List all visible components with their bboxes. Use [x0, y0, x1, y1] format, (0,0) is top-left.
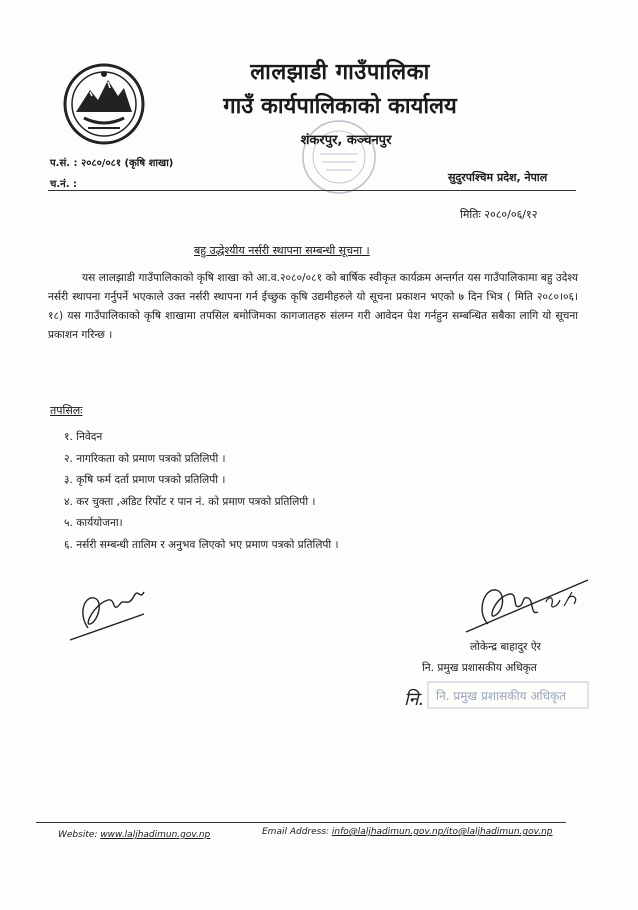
website-label: Website: [58, 830, 101, 840]
office-location: शंकरपुर, कञ्चनपुर [300, 133, 392, 148]
signatory-name: लोकेन्द्र बाहादुर ऐर [470, 641, 542, 653]
right-signature [462, 576, 592, 636]
svg-text:नि.: नि. [404, 689, 425, 710]
nepal-emblem-icon [62, 62, 146, 146]
header-divider [48, 190, 576, 191]
footer-divider [36, 822, 566, 823]
notice-body: यस लालझाडी गाउँपालिकाको कृषि शाखा को आ.व.२०८०/०८१ को बार्षिक स्वीकृत कार्यक्रम अन्तर्गत यस गाउँपालिकामा बहु उदेश्य नर्सरी स्थापना गर्नुपर्ने भएकाले उक्त नर्सरी स्थापना गर्न ईच्छुक कृषि उद्यमीहरुले यो सूचना प्रकाशन भएको ७ दिन भित्र ( मिति २०८०।०६।१८) यस गाउँपालिकाको कृषि शाखामा तपसिल बमोजिमका कागजातहरु संलग्न गरी आवेदन पेश गर्नहुन सम्बन्धित सबैका लागि यो सूचना प्रकाशन गरिन्छ । [48, 272, 578, 341]
schedule-heading: तपसिलः [50, 404, 83, 417]
office-name: लालझाडी गाउँपालिका [250, 60, 430, 85]
required-documents-list [64, 430, 339, 560]
stamp-text: नि. प्रमुख प्रशासकीय अधिकृत [436, 689, 567, 703]
office-subtitle: गाउँ कार्यपालिकाको कार्यालय [223, 94, 457, 119]
notice-subject: बहु उद्धेश्यीय नर्सरी स्थापना सम्बन्धी सूचना । [194, 244, 370, 257]
reference-number: प.सं. : २०८०/०८१ (कृषि शाखा) [50, 158, 174, 169]
notice-date: मितिः २०८०/०६/१२ [460, 208, 538, 221]
left-signature [64, 574, 150, 646]
province-name: सुदुरपश्चिम प्रदेश, नेपाल [448, 171, 548, 184]
list-item: ३. कृषि फर्म दर्ता प्रमाण पत्रको प्रतिलिपी । [64, 474, 226, 487]
footer-website [58, 830, 210, 840]
footer-email [262, 827, 553, 837]
list-item: २. नागरिकता को प्रमाण पत्रको प्रतिलिपी । [64, 452, 226, 465]
email-link[interactable]: info@laljhadimun.gov.np/ito@laljhadimun.gov.np [331, 827, 553, 837]
list-item: ४. कर चुक्ता ,अडिट रिर्पोट र पान नं. को प्रमाण पत्रको प्रतिलिपी । [64, 495, 316, 508]
list-item: ५. कार्ययोजना। [64, 517, 123, 530]
signatory-designation: नि. प्रमुख प्रशासकीय अधिकृत [422, 662, 537, 674]
dispatch-number: च.नं. : [50, 179, 77, 190]
list-item: ६. नर्सरी सम्बन्धी तालिम र अनुभव लिएको भए प्रमाण पत्रको प्रतिलिपी । [64, 538, 339, 551]
list-item: १. निवेदन [64, 431, 103, 443]
website-link[interactable]: www.laljhadimun.gov.np [100, 830, 211, 840]
designation-stamp [402, 678, 592, 712]
email-label: Email Address: [262, 827, 332, 837]
